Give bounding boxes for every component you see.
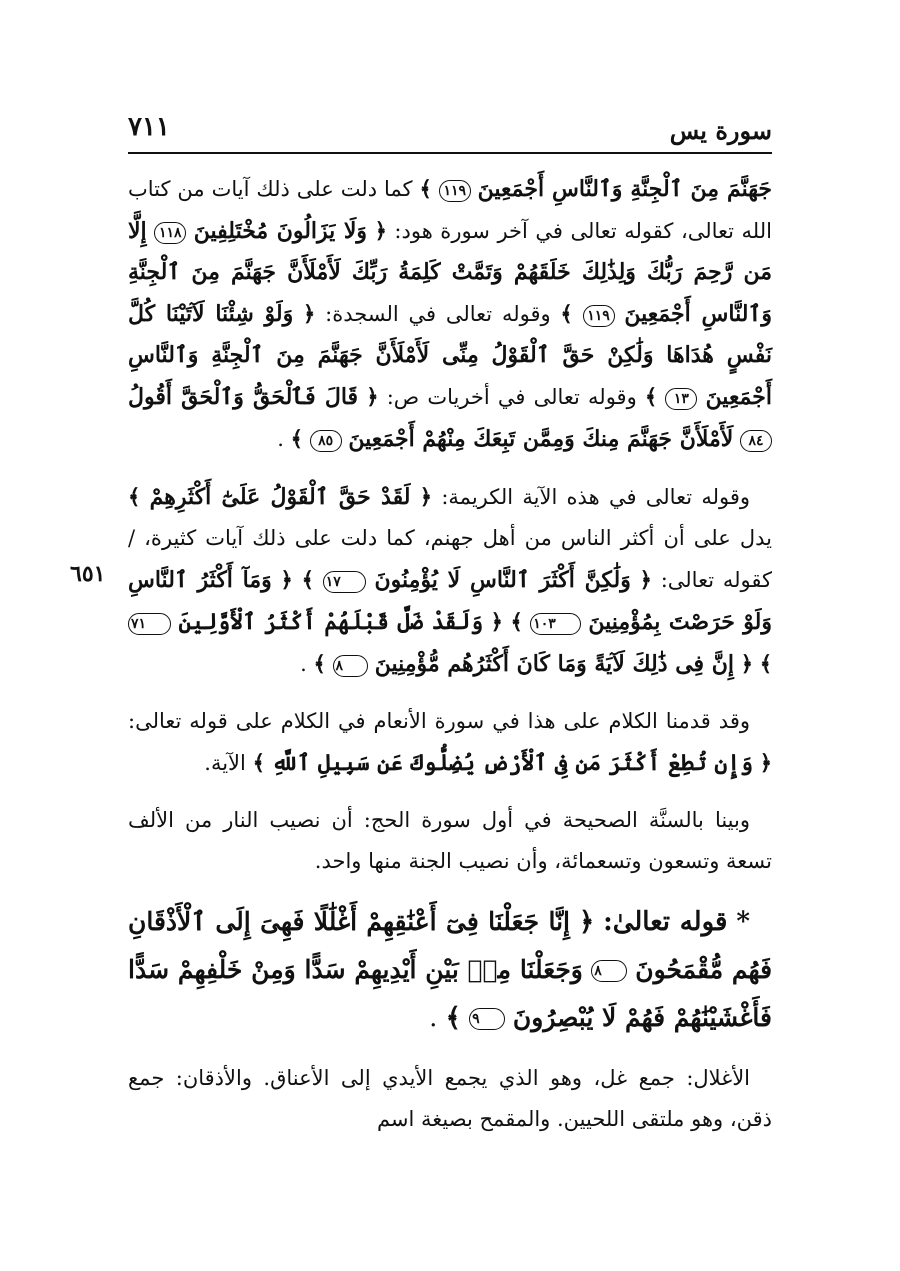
open-bracket: ﴿ — [374, 218, 387, 243]
period: . — [300, 652, 307, 676]
ayah-number: ١٠٣ — [530, 613, 581, 635]
period: . — [429, 1003, 438, 1033]
close-bracket: ﴾ — [290, 426, 303, 451]
quran-verse: إِلَّا مَن رَّحِمَ رَبُّكَ وَلِذَٰلِكَ خَلَقَهُمْ وَتَمَّتْ كَلِمَةُ رَبِّكَ لَأَمْلَأَنَّ جَهَنَّمَ مِنَ ٱلْجِنَّةِ وَٱلنَّاسِ أَجْمَعِينَ — [128, 218, 772, 327]
paragraph-1 — [128, 168, 772, 460]
period: . — [277, 427, 284, 451]
body-text: وقد قدمنا الكلام على هذا في سورة الأنعام في الكلام على قوله تعالى: — [128, 709, 750, 733]
paragraph-5 — [128, 1058, 772, 1140]
open-bracket: ﴿ — [280, 567, 293, 592]
surah-title: سورة يس — [669, 116, 772, 145]
heading-label: قوله تعالىٰ: — [603, 907, 728, 937]
quran-verse: وَلَوْ شِئْنَا لَآتَيْنَا كُلَّ نَفْسٍ هُدَاهَا وَلَٰكِنْ حَقَّ ٱلْقَوْلُ مِنِّى لَأَمْلَأَنَّ جَهَنَّمَ مِنَ ٱلْجِنَّةِ وَٱلنَّاسِ أَجْمَعِينَ — [128, 301, 772, 410]
quran-verse: لَأَمْلَأَنَّ جَهَنَّمَ مِنكَ وَمِمَّن تَبِعَكَ مِنْهُمْ أَجْمَعِينَ — [348, 426, 734, 452]
body-text: الآية. — [204, 751, 246, 775]
quran-verse: وَإِن تُطِعْ أَكْثَرَ مَن فِى ٱلْأَرْضِ يُضِلُّوكَ عَن سَبِيلِ ٱللَّهِ — [271, 750, 753, 776]
close-bracket: ﴾ — [128, 484, 141, 509]
verse-heading — [128, 898, 772, 1042]
page-number: ٧١١ — [128, 112, 170, 142]
body-text: كما دلت على ذلك آيات من كتاب الله تعالى، كقوله تعالى في آخر سورة هود: — [128, 177, 772, 243]
ayah-number: ١٧ — [323, 571, 366, 593]
body-text: وقوله تعالى في السجدة: — [325, 302, 551, 326]
open-bracket: ﴿ — [490, 609, 503, 634]
paragraph-2 — [128, 476, 772, 685]
quran-verse: وَلَٰكِنَّ أَكْثَرَ ٱلنَّاسِ لَا يُؤْمِنُونَ — [374, 567, 631, 593]
open-bracket: ﴿ — [303, 301, 316, 326]
close-bracket: ﴾ — [560, 301, 573, 326]
quran-verse: إِنَّ فِى ذَٰلِكَ لَآيَةً وَمَا كَانَ أَكْثَرُهُم مُّؤْمِنِينَ — [374, 651, 734, 677]
ayah-number: ٨ — [591, 960, 627, 982]
paragraph-4 — [128, 800, 772, 882]
quran-verse: قَالَ فَٱلْحَقُّ وَٱلْحَقَّ أَقُولُ — [128, 384, 359, 410]
ayah-number: ٨٤ — [740, 430, 772, 452]
ayah-number: ١١٩ — [439, 180, 471, 202]
page-header — [128, 112, 772, 154]
body-text: الأغلال: جمع غل، وهو الذي يجمع الأيدي إلى الأعناق. والأذقان: جمع ذقن، وهو ملتقى اللحيين. والمقمح بصيغة اسم — [128, 1066, 772, 1131]
quran-verse: وَلَا يَزَالُونَ مُخْتَلِفِينَ — [193, 218, 368, 244]
quran-verse: لَقَدْ حَقَّ ٱلْقَوْلُ عَلَىٰٓ أَكْثَرِهِمْ — [149, 484, 411, 510]
ayah-number: ٧١ — [128, 613, 171, 635]
body-text: وبينا بالسنَّة الصحيحة في أول سورة الحج: أن نصيب النار من الألف تسعة وتسعون وتسعمائة، وأن نصيب الجنة منها واحد. — [128, 808, 772, 873]
open-bracket: ﴿ — [419, 484, 433, 509]
page-body — [128, 168, 772, 1156]
open-bracket: ﴿ — [740, 651, 753, 676]
quran-verse: وَمَآ أَكْثَرُ ٱلنَّاسِ وَلَوْ حَرَصْتَ بِمُؤْمِنِينَ — [128, 567, 772, 635]
ayah-number: ١١٩ — [583, 305, 615, 327]
close-bracket: ﴾ — [313, 651, 326, 676]
open-bracket: ﴿ — [578, 907, 595, 937]
ayah-number: ٩ — [469, 1008, 505, 1030]
close-bracket: ﴾ — [301, 567, 314, 592]
body-text: وقوله تعالى في أخريات ص: — [386, 385, 637, 409]
quran-verse: وَجَعَلْنَا مِنۢ بَيْنِ أَيْدِيهِمْ سَدًّا وَمِنْ خَلْفِهِمْ سَدًّا فَأَغْشَيْنَٰهُمْ فَهُمْ لَا يُبْصِرُونَ — [128, 955, 772, 1032]
ayah-number: ٨ — [333, 655, 369, 677]
open-bracket: ﴿ — [366, 384, 379, 409]
body-text: يدل على أن أكثر الناس من أهل جهنم، كما دلت على ذلك آيات كثيرة، / كقوله تعالى: — [128, 526, 772, 592]
close-bracket: ﴾ — [644, 384, 658, 409]
ayah-number: ٨٥ — [310, 430, 342, 452]
close-bracket: ﴾ — [445, 1003, 461, 1033]
margin-page-reference: ٦٥١ — [70, 561, 106, 587]
close-bracket: ﴾ — [759, 651, 772, 676]
open-bracket: ﴿ — [639, 567, 652, 592]
close-bracket: ﴾ — [510, 609, 523, 634]
close-bracket: ﴾ — [252, 750, 265, 775]
quran-verse: إِنَّا جَعَلْنَا فِىٓ أَعْنَٰقِهِمْ أَغْلَٰلًا فَهِىَ إِلَى ٱلْأَذْقَانِ فَهُم مُّقْمَحُونَ — [128, 907, 773, 984]
star-marker: * — [736, 907, 750, 937]
ayah-number: ١٣ — [665, 388, 697, 410]
body-text: وقوله تعالى في هذه الآية الكريمة: — [441, 485, 751, 509]
close-bracket: ﴾ — [419, 176, 432, 201]
paragraph-3 — [128, 701, 772, 784]
open-bracket: ﴿ — [759, 750, 772, 775]
quran-verse: وَلَقَدْ ضَلَّ قَبْلَهُمْ أَكْثَرُ ٱلْأَوَّلِينَ — [178, 609, 484, 635]
quran-verse: جَهَنَّمَ مِنَ ٱلْجِنَّةِ وَٱلنَّاسِ أَجْمَعِينَ — [477, 176, 772, 202]
ayah-number: ١١٨ — [154, 222, 186, 244]
